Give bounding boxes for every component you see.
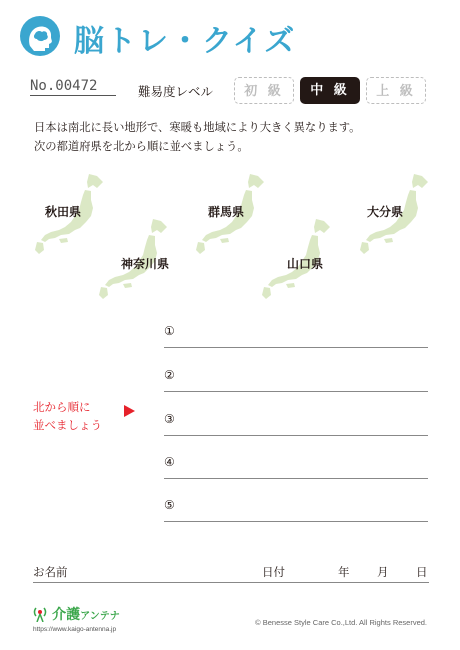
prefecture-kanagawa: 神奈川県 [121, 257, 170, 271]
instruction-text [34, 118, 360, 156]
page-title: 脳トレ・クイズ [74, 24, 297, 59]
name-label: お名前 [33, 565, 68, 579]
answer-field-3[interactable] [164, 412, 428, 436]
logo-url[interactable]: https://www.kaigo-antenna.jp [33, 626, 117, 633]
answer-number: ② [164, 368, 175, 382]
instruction-line-2: 次の都道府県を北から順に並べましょう。 [34, 140, 249, 153]
logo-brand-sub: アンテナ [80, 611, 120, 622]
antenna-icon [33, 606, 47, 622]
answer-field-2[interactable] [164, 368, 428, 392]
answer-number: ④ [164, 455, 175, 469]
prefecture-akita: 秋田県 [45, 205, 82, 219]
instruction-line-1: 日本は南北に長い地形で、寒暖も地域により大きく異なります。 [34, 121, 361, 134]
prompt-line-2: 並べましょう [33, 418, 102, 432]
answer-number: ⑤ [164, 498, 175, 512]
answer-field-1[interactable] [164, 324, 428, 348]
brain-head-icon [20, 16, 60, 56]
answer-field-4[interactable] [164, 455, 428, 479]
level-advanced: 上 級 [366, 77, 426, 104]
prefecture-yamaguchi: 山口県 [287, 257, 324, 271]
arrow-right-icon [124, 405, 135, 417]
difficulty-label: 難易度レベル [138, 84, 214, 99]
level-intermediate: 中 級 [300, 77, 360, 104]
answer-number: ① [164, 324, 175, 338]
quiz-number: No.00472 [30, 78, 116, 96]
answer-field-5[interactable] [164, 498, 428, 522]
copyright: © Benesse Style Care Co.,Ltd. All Rights Reserved. [255, 618, 427, 627]
prefecture-oita: 大分県 [367, 205, 404, 219]
prompt-line-1: 北から順に [33, 400, 91, 414]
footer-divider [33, 582, 429, 583]
year-label: 年 [338, 565, 350, 579]
day-label: 日 [416, 565, 428, 579]
month-label: 月 [377, 565, 389, 579]
header [20, 14, 440, 60]
logo-brand-main: 介護 [52, 607, 81, 623]
level-beginner: 初 級 [234, 77, 294, 104]
date-label: 日付 [262, 565, 285, 579]
prefecture-gunma: 群馬県 [208, 205, 245, 219]
order-prompt [33, 398, 102, 434]
logo [33, 604, 120, 624]
answer-number: ③ [164, 412, 175, 426]
